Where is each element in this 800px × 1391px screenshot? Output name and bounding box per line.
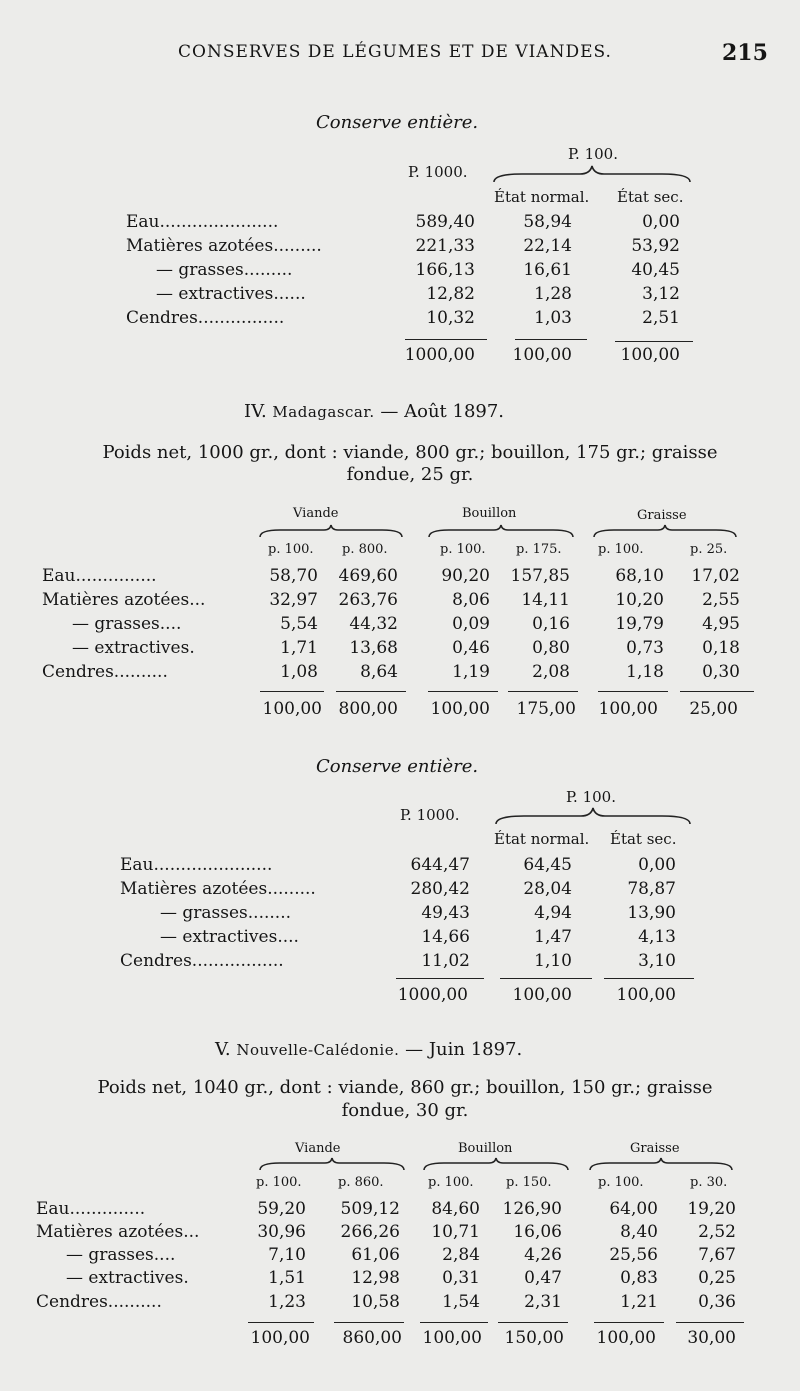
row-label: — extractives. <box>72 638 195 658</box>
total-value: 100,00 <box>512 985 572 1005</box>
total-value: 100,00 <box>596 1328 656 1348</box>
cell-value: 12,98 <box>351 1268 400 1288</box>
cell-value: 64,00 <box>609 1199 658 1219</box>
table-row <box>0 662 800 686</box>
row-label: Matières azotées......... <box>120 879 316 899</box>
section-numeral: V. <box>215 1039 231 1060</box>
cell-value: 2,52 <box>698 1222 736 1242</box>
table-row <box>0 236 800 260</box>
cell-value: 30,96 <box>257 1222 306 1242</box>
group-header-graisse: Graisse <box>637 508 687 523</box>
column-brace <box>494 806 692 828</box>
cell-value: 0,00 <box>642 212 680 232</box>
total-value: 1000,00 <box>397 985 468 1005</box>
cell-value: 90,20 <box>441 566 490 586</box>
cell-value: 1,51 <box>268 1268 306 1288</box>
column-header-etat-normal: État normal. <box>494 830 590 848</box>
section-date: — Août 1897. <box>380 401 505 422</box>
section-numeral: IV. <box>244 401 267 422</box>
total-rule <box>676 1322 744 1323</box>
total-rule <box>405 339 487 340</box>
total-value: 150,00 <box>504 1328 564 1348</box>
cell-value: 280,42 <box>410 879 470 899</box>
row-label: Eau............... <box>42 566 157 586</box>
row-label: Eau.............. <box>36 1199 146 1219</box>
group-header-graisse: Graisse <box>630 1141 680 1156</box>
cell-value: 509,12 <box>340 1199 400 1219</box>
table-title: Conserve entière. <box>316 112 479 133</box>
cell-value: 1,54 <box>442 1292 480 1312</box>
cell-value: 64,45 <box>523 855 572 875</box>
cell-value: 266,26 <box>340 1222 400 1242</box>
total-value: 100,00 <box>430 699 490 719</box>
cell-value: 16,61 <box>523 260 572 280</box>
subcol-header: p. 100. <box>256 1175 302 1190</box>
group-header-bouillon: Bouillon <box>458 1141 513 1156</box>
row-label: Cendres................ <box>126 308 285 328</box>
row-label: Matières azotées... <box>42 590 206 610</box>
total-rule <box>594 1322 664 1323</box>
cell-value: 1,28 <box>534 284 572 304</box>
subcol-header: p. 860. <box>338 1175 384 1190</box>
group-header-viande: Viande <box>295 1141 341 1156</box>
cell-value: 2,31 <box>524 1292 562 1312</box>
cell-value: 7,10 <box>268 1245 306 1265</box>
net-weight-line-cont: fondue, 25 gr. <box>346 464 474 485</box>
row-label: Cendres.......... <box>42 662 168 682</box>
table-title: Conserve entière. <box>316 756 479 777</box>
cell-value: 4,94 <box>534 903 572 923</box>
row-label: — grasses.... <box>66 1245 176 1265</box>
total-rule <box>598 691 668 692</box>
table-row <box>0 1245 800 1269</box>
total-rule <box>508 691 578 692</box>
total-value: 100,00 <box>620 345 680 365</box>
cell-value: 5,54 <box>280 614 318 634</box>
cell-value: 19,79 <box>615 614 664 634</box>
cell-value: 11,02 <box>421 951 470 971</box>
total-rule <box>615 341 693 342</box>
cell-value: 1,03 <box>534 308 572 328</box>
cell-value: 1,71 <box>280 638 318 658</box>
column-header-etat-normal: État normal. <box>494 188 590 206</box>
cell-value: 58,70 <box>269 566 318 586</box>
cell-value: 126,90 <box>502 1199 562 1219</box>
cell-value: 221,33 <box>415 236 475 256</box>
cell-value: 53,92 <box>631 236 680 256</box>
table-row <box>0 1268 800 1292</box>
total-rule <box>680 691 754 692</box>
total-value: 25,00 <box>689 699 738 719</box>
group-header-bouillon: Bouillon <box>462 506 517 521</box>
column-header-p1000: P. 1000. <box>408 163 468 181</box>
cell-value: 22,14 <box>523 236 572 256</box>
subcol-header: p. 100. <box>598 542 644 557</box>
cell-value: 2,51 <box>642 308 680 328</box>
total-value: 175,00 <box>516 699 576 719</box>
cell-value: 469,60 <box>338 566 398 586</box>
table-row <box>0 1199 800 1223</box>
cell-value: 13,90 <box>627 903 676 923</box>
cell-value: 166,13 <box>415 260 475 280</box>
cell-value: 3,10 <box>638 951 676 971</box>
total-rule <box>515 339 587 340</box>
net-weight-line: Poids net, 1000 gr., dont : viande, 800 gr.; bouillon, 175 gr.; graisse <box>102 442 718 463</box>
group-brace <box>422 1157 570 1173</box>
cell-value: 0,30 <box>702 662 740 682</box>
table-row <box>0 927 800 951</box>
cell-value: 0,36 <box>698 1292 736 1312</box>
total-rule <box>428 691 498 692</box>
cell-value: 84,60 <box>431 1199 480 1219</box>
cell-value: 644,47 <box>410 855 470 875</box>
cell-value: 10,58 <box>351 1292 400 1312</box>
table-row <box>0 212 800 236</box>
net-weight-line-cont: fondue, 30 gr. <box>341 1100 469 1121</box>
cell-value: 157,85 <box>510 566 570 586</box>
cell-value: 2,08 <box>532 662 570 682</box>
total-rule <box>420 1322 488 1323</box>
cell-value: 0,80 <box>532 638 570 658</box>
table-row <box>0 614 800 638</box>
total-rule <box>260 691 324 692</box>
cell-value: 68,10 <box>615 566 664 586</box>
total-rule <box>396 978 484 979</box>
table-row <box>0 951 800 975</box>
total-value: 100,00 <box>250 1328 310 1348</box>
column-header-p1000: P. 1000. <box>400 806 460 824</box>
total-rule <box>248 1322 314 1323</box>
column-header-etat-sec: État sec. <box>617 188 684 206</box>
table-row <box>0 855 800 879</box>
cell-value: 0,18 <box>702 638 740 658</box>
cell-value: 2,84 <box>442 1245 480 1265</box>
cell-value: 0,47 <box>524 1268 562 1288</box>
cell-value: 0,31 <box>442 1268 480 1288</box>
subcol-header: p. 100. <box>428 1175 474 1190</box>
total-value: 860,00 <box>342 1328 402 1348</box>
subcol-header: p. 150. <box>506 1175 552 1190</box>
cell-value: 59,20 <box>257 1199 306 1219</box>
subcol-header: p. 30. <box>690 1175 728 1190</box>
cell-value: 10,32 <box>426 308 475 328</box>
cell-value: 14,66 <box>421 927 470 947</box>
cell-value: 8,64 <box>360 662 398 682</box>
cell-value: 0,00 <box>638 855 676 875</box>
group-brace <box>258 1157 406 1173</box>
subcol-header: p. 175. <box>516 542 562 557</box>
table-row <box>0 284 800 308</box>
total-rule <box>334 1322 404 1323</box>
section-place: Nouvelle-Calédonie. <box>236 1041 400 1059</box>
subcol-header: p. 100. <box>598 1175 644 1190</box>
table-row <box>0 879 800 903</box>
running-header <box>0 42 800 72</box>
table-row <box>0 566 800 590</box>
section-heading <box>215 1039 522 1060</box>
cell-value: 263,76 <box>338 590 398 610</box>
cell-value: 8,06 <box>452 590 490 610</box>
group-brace <box>588 1157 734 1173</box>
cell-value: 8,40 <box>620 1222 658 1242</box>
total-value: 800,00 <box>338 699 398 719</box>
cell-value: 58,94 <box>523 212 572 232</box>
cell-value: 40,45 <box>631 260 680 280</box>
cell-value: 32,97 <box>269 590 318 610</box>
table-row <box>0 1292 800 1316</box>
cell-value: 2,55 <box>702 590 740 610</box>
cell-value: 10,71 <box>431 1222 480 1242</box>
cell-value: 19,20 <box>687 1199 736 1219</box>
row-label: Cendres................. <box>120 951 284 971</box>
cell-value: 4,13 <box>638 927 676 947</box>
totals-row <box>0 699 800 723</box>
group-header-viande: Viande <box>293 506 339 521</box>
row-label: — grasses........ <box>160 903 292 923</box>
cell-value: 3,12 <box>642 284 680 304</box>
cell-value: 13,68 <box>349 638 398 658</box>
cell-value: 0,73 <box>626 638 664 658</box>
cell-value: 0,83 <box>620 1268 658 1288</box>
section-heading <box>244 401 504 422</box>
cell-value: 0,25 <box>698 1268 736 1288</box>
total-value: 100,00 <box>422 1328 482 1348</box>
subcol-header: p. 100. <box>268 542 314 557</box>
table-row <box>0 638 800 662</box>
cell-value: 1,23 <box>268 1292 306 1312</box>
cell-value: 49,43 <box>421 903 470 923</box>
row-label: — extractives.... <box>160 927 299 947</box>
row-label: — grasses......... <box>156 260 293 280</box>
table-row <box>0 590 800 614</box>
total-value: 30,00 <box>687 1328 736 1348</box>
total-rule <box>498 1322 568 1323</box>
section-date: — Juin 1897. <box>405 1039 523 1060</box>
total-value: 100,00 <box>262 699 322 719</box>
cell-value: 14,11 <box>521 590 570 610</box>
subcol-header: p. 25. <box>690 542 728 557</box>
cell-value: 61,06 <box>351 1245 400 1265</box>
cell-value: 78,87 <box>627 879 676 899</box>
cell-value: 589,40 <box>415 212 475 232</box>
cell-value: 7,67 <box>698 1245 736 1265</box>
row-label: Matières azotées......... <box>126 236 322 256</box>
cell-value: 10,20 <box>615 590 664 610</box>
column-brace <box>492 164 692 186</box>
subcol-header: p. 800. <box>342 542 388 557</box>
cell-value: 12,82 <box>426 284 475 304</box>
section-place: Madagascar. <box>272 403 375 421</box>
cell-value: 4,95 <box>702 614 740 634</box>
column-group-p100: P. 100. <box>568 145 618 163</box>
subcol-header: p. 100. <box>440 542 486 557</box>
total-rule <box>500 978 592 979</box>
running-title: CONSERVES DE LÉGUMES ET DE VIANDES. <box>178 42 612 62</box>
cell-value: 1,21 <box>620 1292 658 1312</box>
row-label: Matières azotées... <box>36 1222 200 1242</box>
column-header-etat-sec: État sec. <box>610 830 677 848</box>
total-value: 100,00 <box>598 699 658 719</box>
total-value: 100,00 <box>512 345 572 365</box>
total-rule <box>604 978 694 979</box>
cell-value: 1,08 <box>280 662 318 682</box>
group-brace <box>258 524 404 540</box>
page-number: 215 <box>722 40 768 66</box>
totals-row <box>0 345 800 369</box>
table-row <box>0 1222 800 1246</box>
row-label: Cendres.......... <box>36 1292 162 1312</box>
table-row <box>0 903 800 927</box>
row-label: Eau...................... <box>126 212 279 232</box>
cell-value: 1,19 <box>452 662 490 682</box>
cell-value: 0,16 <box>532 614 570 634</box>
total-value: 100,00 <box>616 985 676 1005</box>
group-brace <box>427 524 575 540</box>
cell-value: 0,09 <box>452 614 490 634</box>
table-row <box>0 260 800 284</box>
cell-value: 17,02 <box>691 566 740 586</box>
totals-row <box>0 1328 800 1352</box>
cell-value: 16,06 <box>513 1222 562 1242</box>
column-group-p100: P. 100. <box>566 788 616 806</box>
cell-value: 4,26 <box>524 1245 562 1265</box>
table-row <box>0 308 800 332</box>
row-label: — extractives...... <box>156 284 306 304</box>
cell-value: 1,10 <box>534 951 572 971</box>
total-rule <box>336 691 406 692</box>
net-weight-line: Poids net, 1040 gr., dont : viande, 860 gr.; bouillon, 150 gr.; graisse <box>97 1077 713 1098</box>
cell-value: 28,04 <box>523 879 572 899</box>
cell-value: 25,56 <box>609 1245 658 1265</box>
row-label: Eau...................... <box>120 855 273 875</box>
cell-value: 1,47 <box>534 927 572 947</box>
row-label: — grasses.... <box>72 614 182 634</box>
totals-row <box>0 985 800 1009</box>
cell-value: 1,18 <box>626 662 664 682</box>
cell-value: 0,46 <box>452 638 490 658</box>
total-value: 1000,00 <box>404 345 475 365</box>
group-brace <box>592 524 738 540</box>
cell-value: 44,32 <box>349 614 398 634</box>
row-label: — extractives. <box>66 1268 189 1288</box>
